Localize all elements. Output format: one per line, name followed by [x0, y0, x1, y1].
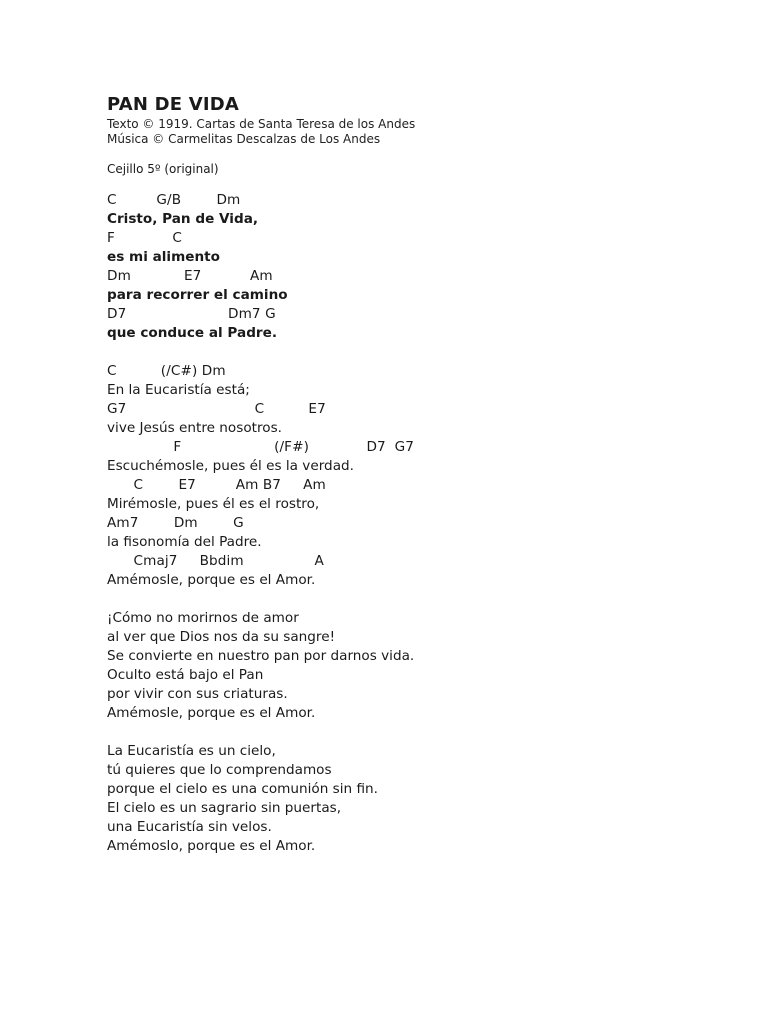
chord-line: Cmaj7 Bbdim A	[107, 553, 324, 569]
text-credit: Texto © 1919. Cartas de Santa Teresa de los Andes	[107, 117, 416, 131]
lyric-line: Amémoslo, porque es el Amor.	[107, 838, 316, 854]
song-sheet	[107, 93, 747, 856]
chord-line: Dm E7 Am	[107, 268, 273, 284]
chord-line: G7 C E7	[107, 401, 326, 417]
lyric-line: la fisonomía del Padre.	[107, 534, 262, 550]
lyric-line: ¡Cómo no morirnos de amor	[107, 610, 299, 626]
lyric-line: En la Eucaristía está;	[107, 382, 250, 398]
lyric-line: Cristo, Pan de Vida,	[107, 211, 259, 227]
lyric-line: El cielo es un sagrario sin puertas,	[107, 800, 342, 816]
chord-line: C (/C#) Dm	[107, 363, 226, 379]
verse-2	[107, 609, 747, 723]
verse-3	[107, 742, 747, 856]
lyric-line: por vivir con sus criaturas.	[107, 686, 288, 702]
lyric-line: que conduce al Padre.	[107, 325, 278, 341]
capo-note: Cejillo 5º (original)	[107, 162, 219, 176]
stanza-gap	[107, 723, 747, 742]
chord-line: D7 Dm7 G	[107, 306, 276, 322]
chord-line: Am7 Dm G	[107, 515, 244, 531]
chord-line: F C	[107, 230, 182, 246]
chorus	[107, 191, 747, 343]
verse-1	[107, 362, 747, 590]
lyric-line: Mirémosle, pues él es el rostro,	[107, 496, 320, 512]
lyric-line: porque el cielo es una comunión sin fin.	[107, 781, 378, 797]
lyric-line: es mi alimento	[107, 249, 220, 265]
stanza-gap	[107, 343, 747, 362]
lyric-line: Amémosle, porque es el Amor.	[107, 705, 316, 721]
lyric-line: vive Jesús entre nosotros.	[107, 420, 282, 436]
lyric-line: una Eucaristía sin velos.	[107, 819, 272, 835]
lyric-line: La Eucaristía es un cielo,	[107, 743, 276, 759]
lyric-line: tú quieres que lo comprendamos	[107, 762, 332, 778]
stanza-gap	[107, 590, 747, 609]
lyric-line: Se convierte en nuestro pan por darnos vida.	[107, 648, 415, 664]
song-title: PAN DE VIDA	[107, 94, 240, 115]
chord-line: C E7 Am B7 Am	[107, 477, 326, 493]
chord-line: F (/F#) D7 G7	[107, 439, 414, 455]
song-body	[107, 191, 747, 856]
lyric-line: Amémosle, porque es el Amor.	[107, 572, 316, 588]
lyric-line: Oculto está bajo el Pan	[107, 667, 264, 683]
lyric-line: Escuchémosle, pues él es la verdad.	[107, 458, 354, 474]
lyric-line: al ver que Dios nos da su sangre!	[107, 629, 336, 645]
lyric-line: para recorrer el camino	[107, 287, 288, 303]
chord-line: C G/B Dm	[107, 192, 241, 208]
music-credit: Música © Carmelitas Descalzas de Los Andes	[107, 132, 381, 146]
